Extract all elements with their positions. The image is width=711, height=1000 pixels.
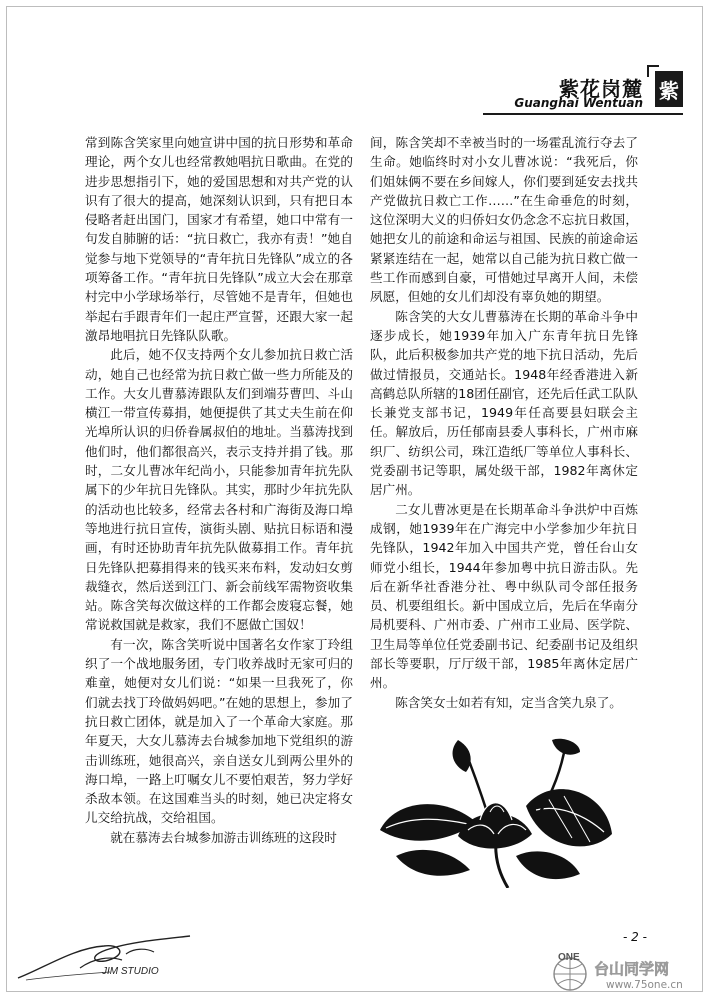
watermark-site-url: www.75one.cn [606, 979, 683, 991]
watermark-site-name: 台山同学网 [594, 960, 670, 978]
studio-signature-watermark [14, 928, 204, 984]
watermark-studio-text: JIM STUDIO [102, 966, 159, 977]
section-badge: 紫 [655, 71, 683, 107]
paragraph: 常到陈含笑家里向她宣讲中国的抗日形势和革命理论，两个女儿也经常教她唱抗日歌曲。在党的进步思想指引下，她的爱国思想和对共产党的认识有了很大的提高，她深刻认识到，只有把日本侵略者赶出国门，国家才有希望，她口中常有一句发自肺腑的话：“抗日救亡，我亦有责！”她自觉参与地下党领导的“青年抗日先锋队”成立的各项筹备工作。“青年抗日先锋队”成立大会在那章村完中小学球场举行，尽管她不是青年，但她也举起右手跟青年们一起庄严宣誓，还跟大家一起激昂地唱抗日先锋队队歌。 [85, 135, 353, 343]
paragraph: 间，陈含笑却不幸被当时的一场霍乱流行夺去了生命。她临终时对小女儿曹冰说：“我死后，你们姐妹俩不要在乡间嫁人，你们要到延安去找共产党做抗日救亡工作……”在生命垂危的时刻，这位深明大义的归侨妇女仍念念不忘抗日救国，她把女儿的前途和命运与祖国、民族的前途命运紧紧连结在一起，她常以自己能为抗日救亡做一些工作而感到自豪，可惜她过早离开人间，未偿夙愿，但她的女儿们却没有辜负她的期望。 [370, 135, 638, 305]
section-title: 紫花岗麓 [559, 77, 643, 101]
paragraph: 陈含笑女士如若有知，定当含笑九泉了。 [395, 694, 622, 710]
watermark-logo-letters: ONE [558, 952, 580, 963]
paragraph: 就在慕涛去台城参加游击训练班的这段时 [110, 829, 337, 845]
paragraph: 陈含笑的大女儿曹慕涛在长期的革命斗争中逐步成长，她1939年加入广东青年抗日先锋队，此后积极参加共产党的地下抗日活动，先后做过情报员，交通站长。1948年经香港进入新高鹤总队所辖的18团任副官，还先后任武工队队长兼党支部书记，1949年任高要县妇联会主任。解放后，历任郁南县委人事科长，广州市麻织厂、纺织公司，珠江造纸厂等单位人事科长、党委副书记等职，属处级干部，1982年离休定居广州。 [370, 308, 638, 498]
paragraph: 有一次，陈含笑听说中国著名女作家丁玲组织了一个战地服务团，专门收养战时无家可归的难童，她便对女儿们说：“如果一旦我死了，你们就去找丁玲做妈妈吧。”在她的思想上，参加了抗日救亡团体，就是加入了一个革命大家庭。那年夏天，大女儿慕涛去台城参加地下党组织的游击训练班，她很高兴，亲自送女儿到两公里外的海口埠，一路上叮嘱女儿不要怕艰苦，努力学好杀敌本领。在这国难当头的时刻，她已决定将女儿交给抗战，交给祖国。 [85, 636, 353, 826]
paragraph: 此后，她不仅支持两个女儿参加抗日救亡活动，她自己也经常为抗日救亡做一些力所能及的工作。大女儿曹慕涛跟队友们到端芬曹凹、斗山横江一带宣传募捐，她便提供了其丈夫生前在仰光埠所认识的归侨眷属叔伯的地址。当慕涛找到他们时，他们都很高兴，表示支持并捐了钱。那时，二女儿曹冰年纪尚小，只能参加青年抗先队属下的少年抗日先锋队。其实，那时少年抗先队的活动也比较多，经常去各村和广海街及海口埠等地进行抗日宣传，演街头剧、贴抗日标语和漫画，有时还协助青年抗先队做募捐工作。青年抗日先锋队把募捐得来的钱买来布料，发动妇女剪裁缝衣，然后送到江门、新会前线军需物资收集站。陈含笑每次做这样的工作都会废寝忘餐，她常说救国就是救家，我们不愿做亡国奴！ [85, 347, 353, 633]
header-rule [483, 113, 683, 115]
page-header [489, 55, 689, 115]
article-column-left [85, 133, 353, 847]
lotus-illustration [376, 738, 616, 888]
article-column-right [370, 133, 638, 712]
paragraph: 二女儿曹冰更是在长期革命斗争洪炉中百炼成钢，她1939年在广海完中小学参加少年抗日先锋队，1942年加入中国共产党，曾任台山女师党小组长，1944年参加粤中抗日游击队。先后在新华社香港分社、粤中纵队司令部任报务员、机要组组长。新中国成立后，先后在华南分局机要科、广州市委、广州市工业局、医学院、卫生局等单位任党委副书记、纪委副书记及组织部长等要职，厅厅级干部，1985年离休定居广州。 [370, 501, 638, 691]
section-subtitle: Guanghai Wentuan [514, 96, 643, 110]
page-number: - 2 - [623, 930, 647, 944]
